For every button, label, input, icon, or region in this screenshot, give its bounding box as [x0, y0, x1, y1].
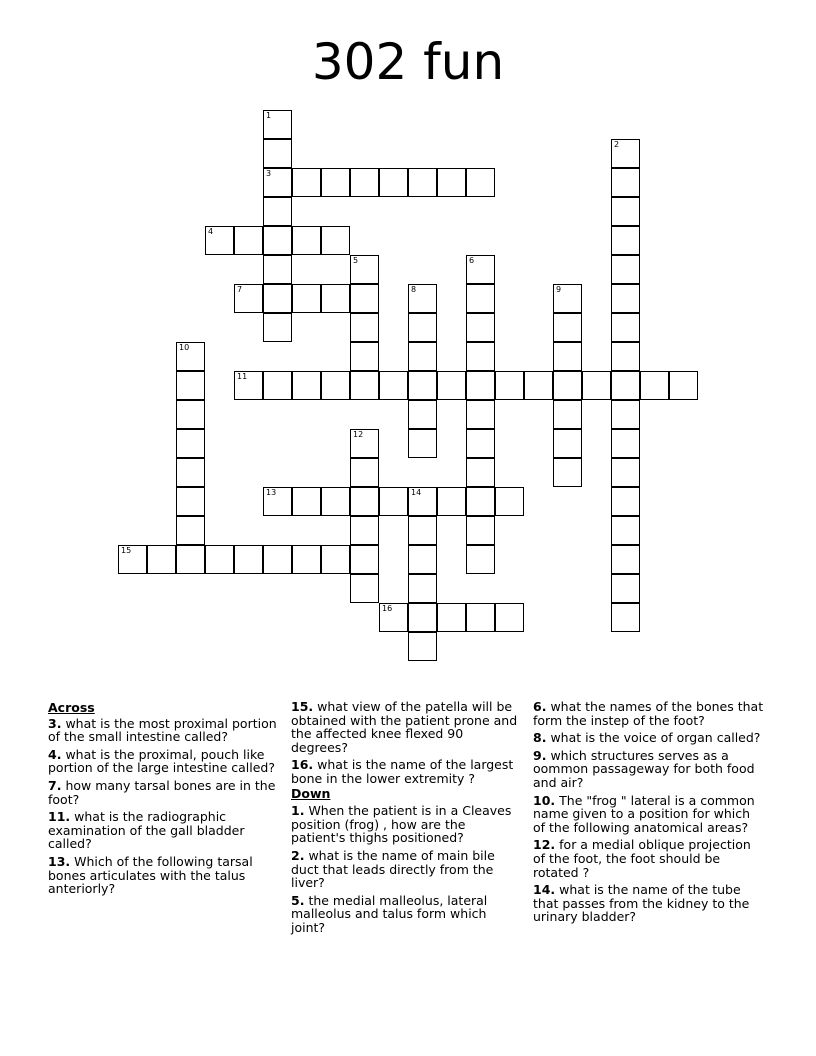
down-clue — [533, 883, 765, 924]
cell-number: 2 — [614, 140, 620, 149]
clue-text: what is the name of the largest bone in the lower extremity ? — [291, 757, 514, 786]
grid-cell[interactable] — [147, 545, 176, 574]
grid-cell[interactable] — [466, 255, 495, 284]
cell-number: 16 — [382, 604, 393, 613]
grid-cell[interactable] — [176, 400, 205, 429]
across-clue — [291, 758, 523, 785]
cell-number: 13 — [266, 488, 277, 497]
grid-cell[interactable] — [176, 342, 205, 371]
grid-cell[interactable] — [553, 342, 582, 371]
grid-cell[interactable] — [611, 284, 640, 313]
grid-cell[interactable] — [321, 487, 350, 516]
grid-cell[interactable] — [350, 545, 379, 574]
grid-cell[interactable] — [350, 168, 379, 197]
grid-cell[interactable] — [611, 371, 640, 400]
grid-cell[interactable] — [408, 313, 437, 342]
clue-text: Which of the following tarsal bones articulates with the talus anteriorly? — [48, 853, 253, 897]
clue-number: 2. — [291, 847, 305, 863]
grid-cell[interactable] — [263, 284, 292, 313]
cell-number: 15 — [121, 546, 132, 555]
grid-cell[interactable] — [466, 400, 495, 429]
grid-cell[interactable] — [611, 400, 640, 429]
grid-cell[interactable] — [466, 603, 495, 632]
grid-cell[interactable] — [437, 487, 466, 516]
grid-cell[interactable] — [263, 168, 292, 197]
grid-cell[interactable] — [292, 284, 321, 313]
grid-cell[interactable] — [553, 429, 582, 458]
grid-cell[interactable] — [669, 371, 698, 400]
grid-cell[interactable] — [263, 313, 292, 342]
cell-number: 5 — [353, 256, 359, 265]
cell-number: 4 — [208, 227, 214, 236]
clue-text: which structures serves as a oommon passageway for both food and air? — [533, 747, 755, 790]
grid-cell[interactable] — [350, 371, 379, 400]
across-clue — [48, 748, 280, 775]
clue-number: 1. — [291, 803, 305, 819]
clue-number: 8. — [533, 730, 547, 746]
grid-cell[interactable] — [263, 110, 292, 139]
grid-cell[interactable] — [553, 284, 582, 313]
grid-cell[interactable] — [408, 574, 437, 603]
grid-cell[interactable] — [234, 545, 263, 574]
grid-cell[interactable] — [234, 371, 263, 400]
grid-cell[interactable] — [263, 197, 292, 226]
grid-cell[interactable] — [350, 342, 379, 371]
grid-cell[interactable] — [408, 603, 437, 632]
down-heading: Down — [291, 785, 331, 801]
grid-cell[interactable] — [408, 429, 437, 458]
grid-cell[interactable] — [495, 487, 524, 516]
clue-text: what is the proximal, pouch like portion of the large intestine called? — [48, 746, 275, 776]
grid-cell[interactable] — [379, 371, 408, 400]
grid-cell[interactable] — [379, 168, 408, 197]
grid-cell[interactable] — [350, 313, 379, 342]
grid-cell[interactable] — [408, 342, 437, 371]
clue-number: 9. — [533, 747, 547, 763]
cell-number: 8 — [411, 285, 417, 294]
grid-cell[interactable] — [466, 371, 495, 400]
clue-column-2 — [291, 700, 523, 935]
grid-cell[interactable] — [466, 458, 495, 487]
grid-cell[interactable] — [466, 487, 495, 516]
clue-column-1 — [48, 700, 280, 896]
grid-cell[interactable] — [408, 168, 437, 197]
grid-cell[interactable] — [611, 226, 640, 255]
clue-text: for a medial oblique projection of the foot, the foot should be rotated ? — [533, 837, 751, 880]
grid-cell[interactable] — [350, 574, 379, 603]
grid-cell[interactable] — [408, 632, 437, 661]
clue-number: 5. — [291, 892, 305, 908]
grid-cell[interactable] — [350, 458, 379, 487]
grid-cell[interactable] — [176, 516, 205, 545]
grid-cell[interactable] — [234, 226, 263, 255]
grid-cell[interactable] — [611, 313, 640, 342]
down-clue — [533, 838, 765, 879]
grid-cell[interactable] — [466, 168, 495, 197]
clue-text: When the patient is in a Cleaves position (frog) , how are the patient's thighs positioned? — [291, 803, 512, 846]
grid-cell[interactable] — [263, 371, 292, 400]
grid-cell[interactable] — [466, 429, 495, 458]
grid-cell[interactable] — [263, 255, 292, 284]
grid-cell[interactable] — [292, 168, 321, 197]
grid-cell[interactable] — [350, 516, 379, 545]
grid-cell[interactable] — [408, 371, 437, 400]
down-clue — [291, 894, 523, 935]
grid-cell[interactable] — [611, 487, 640, 516]
clue-number: 7. — [48, 777, 62, 793]
grid-cell[interactable] — [176, 545, 205, 574]
grid-cell[interactable] — [466, 516, 495, 545]
across-heading: Across — [48, 700, 95, 715]
grid-cell[interactable] — [582, 371, 611, 400]
clue-number: 6. — [533, 699, 547, 714]
grid-cell[interactable] — [234, 284, 263, 313]
clue-number: 15. — [291, 699, 314, 714]
grid-cell[interactable] — [321, 284, 350, 313]
grid-cell[interactable] — [321, 226, 350, 255]
grid-cell[interactable] — [611, 197, 640, 226]
grid-cell[interactable] — [466, 284, 495, 313]
grid-cell[interactable] — [466, 313, 495, 342]
grid-cell[interactable] — [437, 371, 466, 400]
grid-cell[interactable] — [176, 371, 205, 400]
grid-cell[interactable] — [321, 545, 350, 574]
grid-cell[interactable] — [611, 139, 640, 168]
grid-cell[interactable] — [350, 429, 379, 458]
grid-cell[interactable] — [321, 168, 350, 197]
grid-cell[interactable] — [437, 603, 466, 632]
grid-cell[interactable] — [379, 603, 408, 632]
clue-number: 13. — [48, 853, 71, 869]
grid-cell[interactable] — [553, 313, 582, 342]
grid-cell[interactable] — [611, 342, 640, 371]
grid-cell[interactable] — [553, 371, 582, 400]
grid-cell[interactable] — [263, 545, 292, 574]
clue-number: 10. — [533, 792, 556, 808]
down-clue — [533, 731, 765, 745]
cell-number: 14 — [411, 488, 422, 497]
grid-cell[interactable] — [408, 400, 437, 429]
grid-cell[interactable] — [292, 226, 321, 255]
clue-text: how many tarsal bones are in the foot? — [48, 777, 276, 807]
grid-cell[interactable] — [408, 284, 437, 313]
grid-cell[interactable] — [118, 545, 147, 574]
grid-cell[interactable] — [640, 371, 669, 400]
clue-number: 16. — [291, 757, 314, 773]
grid-cell[interactable] — [553, 458, 582, 487]
clue-number: 12. — [533, 837, 556, 853]
across-clue — [48, 855, 280, 896]
grid-cell[interactable] — [263, 139, 292, 168]
cell-number: 1 — [266, 111, 272, 120]
across-clue — [291, 700, 523, 754]
grid-cell[interactable] — [263, 226, 292, 255]
clue-column-3 — [533, 700, 765, 924]
grid-cell[interactable] — [292, 371, 321, 400]
grid-cell[interactable] — [611, 603, 640, 632]
grid-cell[interactable] — [350, 284, 379, 313]
grid-cell[interactable] — [553, 400, 582, 429]
across-clue — [48, 717, 280, 744]
grid-cell[interactable] — [495, 371, 524, 400]
clue-text: what is the name of the tube that passes from the kidney to the urinary bladder? — [533, 882, 750, 925]
grid-cell[interactable] — [292, 545, 321, 574]
grid-cell[interactable] — [524, 371, 553, 400]
down-clue — [533, 700, 765, 727]
puzzle-title: 302 fun — [311, 33, 505, 91]
clue-text: what the names of the bones that form the instep of the foot? — [533, 699, 764, 728]
clue-number: 4. — [48, 746, 62, 762]
clue-number: 3. — [48, 715, 62, 731]
clue-number: 14. — [533, 882, 556, 898]
across-clue — [48, 810, 280, 851]
clue-text: what is the name of main bile duct that leads directly from the liver? — [291, 847, 495, 891]
grid-cell[interactable] — [611, 255, 640, 284]
grid-cell[interactable] — [408, 545, 437, 574]
grid-cell[interactable] — [176, 429, 205, 458]
grid-cell[interactable] — [611, 458, 640, 487]
cell-number: 10 — [179, 343, 190, 352]
grid-cell[interactable] — [466, 342, 495, 371]
clue-text: what is the radiographic examination of the gall bladder called? — [48, 809, 245, 852]
grid-cell[interactable] — [408, 487, 437, 516]
cell-number: 11 — [237, 372, 248, 381]
grid-cell[interactable] — [379, 487, 408, 516]
clue-text: what view of the patella will be obtained with the patient prone and the affected knee flexed 90 degrees? — [291, 699, 518, 755]
grid-cell[interactable] — [611, 429, 640, 458]
down-clue — [533, 794, 765, 835]
cell-number: 12 — [353, 430, 364, 439]
cell-number: 3 — [266, 169, 272, 178]
grid-cell[interactable] — [611, 168, 640, 197]
grid-cell[interactable] — [321, 371, 350, 400]
grid-cell[interactable] — [176, 487, 205, 516]
grid-cell[interactable] — [292, 487, 321, 516]
grid-cell[interactable] — [350, 255, 379, 284]
grid-cell[interactable] — [205, 226, 234, 255]
clue-text: what is the most proximal portion of the small intestine called? — [48, 715, 277, 745]
grid-cell[interactable] — [466, 545, 495, 574]
down-clue — [291, 804, 523, 845]
across-clue — [48, 779, 280, 806]
cell-number: 7 — [237, 285, 243, 294]
grid-cell[interactable] — [495, 603, 524, 632]
down-clue — [291, 849, 523, 890]
clue-text: what is the voice of organ called? — [550, 730, 761, 746]
grid-cell[interactable] — [437, 168, 466, 197]
down-clue — [533, 749, 765, 790]
grid-cell[interactable] — [350, 487, 379, 516]
clue-text: the medial malleolus, lateral malleolus and talus form which joint? — [291, 892, 488, 935]
grid-cell[interactable] — [205, 545, 234, 574]
grid-cell[interactable] — [176, 458, 205, 487]
clue-text: The "frog " lateral is a common name given to a position for which of the following anatomical areas? — [533, 792, 755, 835]
cell-number: 9 — [556, 285, 562, 294]
grid-cell[interactable] — [611, 574, 640, 603]
grid-cell[interactable] — [408, 516, 437, 545]
cell-number: 6 — [469, 256, 475, 265]
grid-cell[interactable] — [611, 516, 640, 545]
grid-cell[interactable] — [611, 545, 640, 574]
clue-number: 11. — [48, 809, 71, 825]
grid-cell[interactable] — [263, 487, 292, 516]
